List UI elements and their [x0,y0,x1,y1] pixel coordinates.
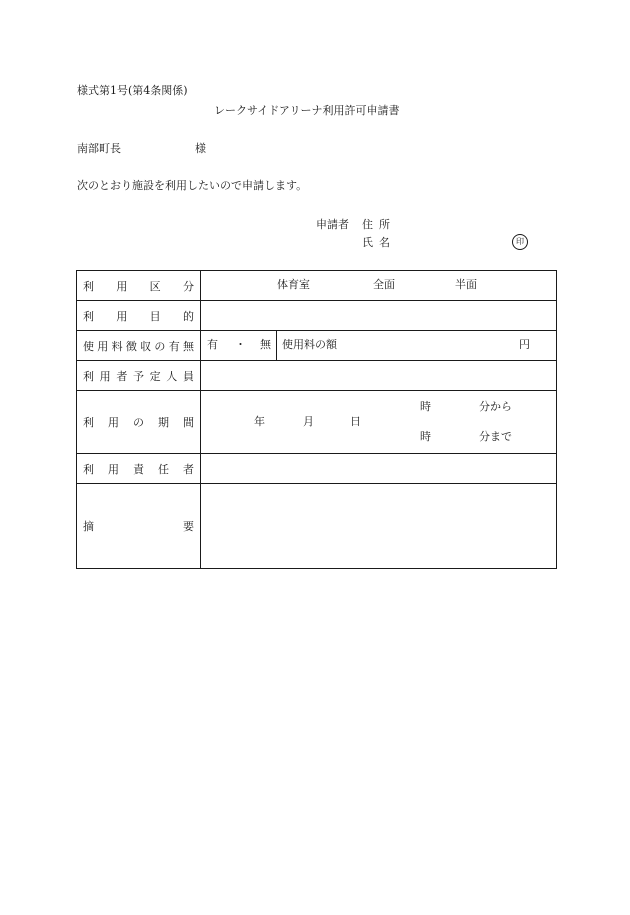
period-month: 月 [303,415,314,428]
label-responsible [77,454,201,484]
label-char: 利 [83,309,94,323]
fee-no[interactable]: 無 [260,338,271,351]
label-char: 間 [183,416,194,429]
period-year: 年 [254,415,265,428]
addressee: 南部町長 [77,142,121,155]
label-text [83,518,194,534]
label-fee [77,331,201,361]
label-expected-users [77,361,201,391]
label-remarks [77,484,201,569]
label-char: 人 [166,369,178,383]
usage-category-cell[interactable] [201,271,557,301]
fee-yes-no-cell[interactable] [201,331,277,361]
period-until-hour: 時 [420,430,431,443]
period-from-hour: 時 [420,400,431,413]
label-period [77,391,201,454]
expected-users-field[interactable] [201,361,557,391]
responsible-field[interactable] [201,454,557,484]
purpose-field[interactable] [201,301,557,331]
label-char: 要 [183,520,194,533]
label-char: 区 [149,279,161,293]
label-text [83,338,194,354]
label-char: 無 [182,339,194,353]
name-label: 氏名 [362,236,396,249]
label-char: 使 [83,339,94,353]
label-usage-category [77,271,201,301]
label-char: 用 [99,369,111,383]
option-gym-room[interactable]: 体育室 [277,278,310,291]
label-char: 徴 [125,339,137,353]
remarks-field[interactable] [201,484,557,569]
row-usage-category [77,271,557,301]
label-char: の [154,339,166,353]
label-char: 員 [182,369,194,383]
label-char: 利 [83,279,94,293]
form-title: レークサイドアリーナ利用許可申請書 [214,104,400,117]
label-char: の [133,416,144,429]
option-full-court[interactable]: 全面 [373,278,395,291]
seal-mark-icon: 印 [512,234,528,250]
fee-yes[interactable]: 有 [207,338,218,351]
row-purpose [77,301,557,331]
fee-amount-cell[interactable] [277,331,557,361]
label-char: 期 [158,416,169,429]
label-char: 用 [97,339,109,353]
label-char: 者 [116,369,128,383]
label-char: 用 [116,309,128,323]
label-char: 利 [83,462,94,476]
label-text [83,414,194,430]
period-day: 日 [350,415,361,428]
label-char: 利 [83,369,94,383]
applicant-label: 申請者 [316,218,349,231]
fee-separator: ・ [235,338,246,351]
label-text [83,278,194,294]
row-remarks [77,484,557,569]
label-char: 利 [83,416,94,429]
label-char: 用 [108,462,119,476]
label-text [83,308,194,324]
intro-text: 次のとおり施設を利用したいので申請します。 [77,179,308,192]
label-char: 用 [116,279,128,293]
label-char: 料 [111,339,123,353]
label-char: 的 [182,309,194,323]
address-label: 住所 [362,218,396,231]
fee-amount-label: 使用料の額 [282,338,337,351]
label-char: 目 [149,309,161,323]
option-half-court[interactable]: 半面 [455,278,477,291]
label-char: 用 [108,416,119,429]
fee-unit-yen: 円 [519,338,530,351]
label-char: 任 [158,462,169,476]
label-char: 摘 [83,520,94,533]
form-number: 様式第1号(第4条関係) [77,84,188,97]
period-from-minute: 分から [479,400,512,413]
label-char: 責 [133,462,144,476]
addressee-honorific: 様 [195,142,206,155]
label-char: 分 [182,279,194,293]
label-char: 定 [149,369,161,383]
row-fee [77,331,557,361]
label-purpose [77,301,201,331]
label-char: 収 [140,339,152,353]
row-period [77,391,557,454]
period-until-minute: 分まで [479,430,512,443]
row-expected-users [77,361,557,391]
row-responsible [77,454,557,484]
label-char: 予 [132,369,144,383]
application-form-table [76,270,557,569]
label-char: 者 [183,462,194,476]
label-text [83,368,194,384]
label-char: 有 [168,339,180,353]
period-cell[interactable] [201,391,557,454]
label-text [83,461,194,477]
